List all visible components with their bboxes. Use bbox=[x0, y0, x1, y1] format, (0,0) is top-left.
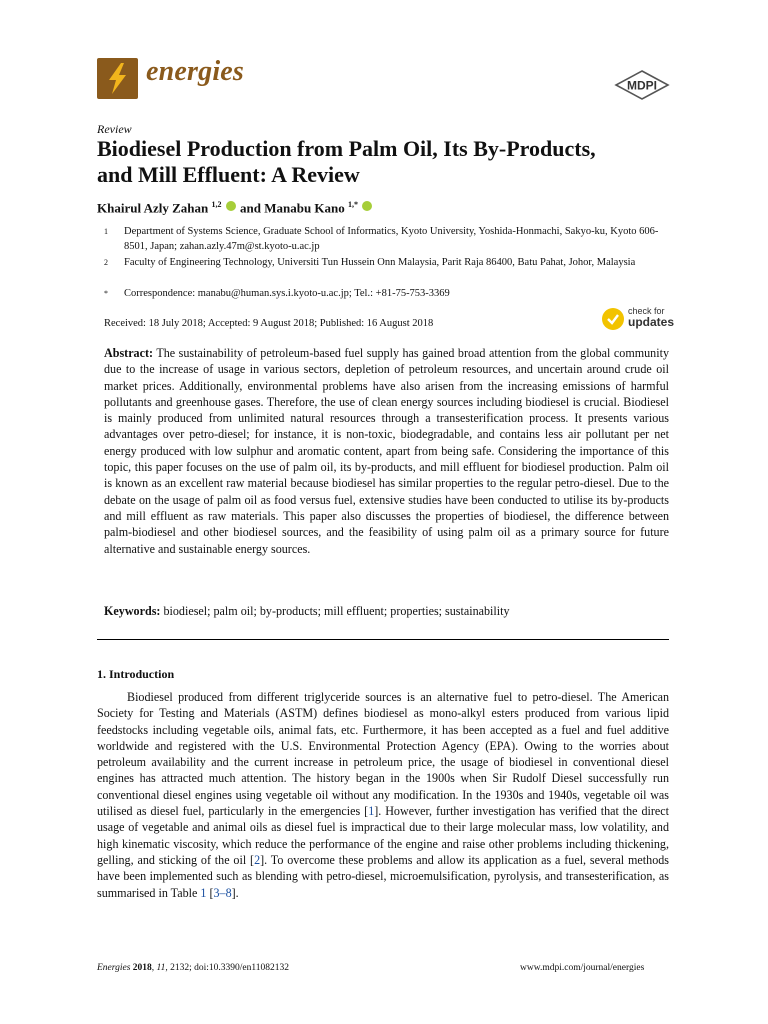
article-title bbox=[97, 136, 697, 188]
table-link[interactable]: 1 bbox=[200, 885, 207, 900]
paragraph-text: ]. bbox=[231, 885, 239, 900]
paragraph-text: ]. To overcome these problems and allow its application as a fuel, several methods have been implemented such as blending with petro-diesel, microemulsification, pyrolysis, and transesterification, as summarised in Table bbox=[97, 852, 669, 900]
check-updates-label: updates bbox=[628, 315, 675, 329]
affiliation-number: 2 bbox=[104, 258, 108, 267]
journal-name: energies bbox=[146, 56, 245, 87]
article-type: Review bbox=[97, 122, 132, 136]
author-separator: and bbox=[240, 200, 261, 216]
check-updates-icon bbox=[602, 308, 624, 330]
footer-volume: 11 bbox=[156, 963, 166, 973]
author-affiliation-mark: 1,2 bbox=[211, 200, 222, 209]
lightning-icon bbox=[97, 58, 138, 99]
keywords bbox=[104, 604, 669, 619]
footer-journal: Energies bbox=[97, 963, 131, 973]
publication-dates: Received: 18 July 2018; Accepted: 9 August 2018; Published: 16 August 2018 bbox=[104, 318, 434, 329]
publisher-name: MDPI bbox=[627, 78, 657, 93]
citation-link[interactable]: 2 bbox=[254, 852, 261, 867]
abstract-text: The sustainability of petroleum-based fuel supply has gained broad attention from the global community due to the increase of usage in various sectors, depletion of petroleum resources, and uncertain around crude oil market prices. Additionally, environmental problems have also arisen from the increasing emissions of harmful pollutants and greenhouse gases. Therefore, the use of clean energy sources including biodiesel is crucial. Biodiesel is mainly produced from unlimited natural resources through a transesterification process. It presents various advantages over petro-diesel; for instance, it is non-toxic, biodegradable, and contains less air pollutant per net energy produced with low sulphur and aromatic content, apart from being safe. Considering the importance of this topic, this paper focuses on the use of palm oil, its by-products, and mill effluent for biodiesel production. Palm oil is known as an excellent raw material because biodiesel has similar properties to the regular petro-diesel. Due to the debate on the usage of palm oil as food versus fuel, extensive studies have been conducted to utilise its by-products and mill effluent as raw materials. This paper also discusses the properties of biodiesel, the difference between palm-biodiesel and other biodiesel sources, and the feasibility of using palm oil as a primary source for future alternative and sustainable energy sources. bbox=[104, 346, 669, 556]
section-divider bbox=[97, 639, 669, 640]
section-heading: 1. Introduction bbox=[97, 667, 175, 681]
paragraph-text: ]. However, further investigation has verified that the direct usage of vegetable and animal oils as diesel fuel is impractical due to their large molecular mass, low volatility, and high kinematic viscosity, which reduce the performance of the engine and raise other problems including thickening, gelling, and sticking of the oil [ bbox=[97, 804, 669, 867]
citation-link[interactable]: 1 bbox=[368, 804, 375, 819]
footer-year: 2018 bbox=[132, 963, 152, 973]
author-list bbox=[97, 200, 373, 216]
footer-citation: Energies 2018, 11, 2132; doi:10.3390/en11082132 bbox=[97, 963, 290, 973]
title-line-1: Biodiesel Production from Palm Oil, Its By-Products, bbox=[97, 136, 596, 161]
affiliation-number: * bbox=[104, 289, 108, 298]
affiliation-number: 1 bbox=[104, 227, 108, 236]
affiliation-text: Faculty of Engineering Technology, Universiti Tun Hussein Onn Malaysia, Parit Raja 86400, Batu Pahat, Johor, Malaysia bbox=[124, 257, 636, 268]
author-name: Khairul Azly Zahan bbox=[97, 200, 209, 216]
paragraph-text: [ bbox=[206, 885, 214, 900]
citation-link[interactable]: 3–8 bbox=[213, 885, 232, 900]
introduction-paragraph bbox=[97, 689, 669, 901]
orcid-icon[interactable] bbox=[362, 201, 372, 211]
journal-logo bbox=[97, 58, 138, 99]
paragraph-text: Biodiesel produced from different triglyceride sources is an alternative fuel to petro-diesel. The American Society for Testing and Materials (ASTM) defines biodiesel as mono-alkyl esters produced from various lipid feedstocks including vegetable oils, animal fats, etc. Furthermore, it has been accepted as a fuel and fuel additive worldwide and registered with the U.S. Environmental Protection Agency (EPA). Owing to the worries about petroleum availability and the current increase in petroleum price, the usage of biodiesel in conventional diesel engines has attracted much attention. The history began in the 1900s when Sir Rudolf Diesel successfully run conventional diesel engines using vegetable oil without any modification. In the 1930s and 1940s, vegetable oil was utilised as diesel fuel, particularly in the emergencies [ bbox=[97, 690, 669, 819]
title-line-2: and Mill Effluent: A Review bbox=[97, 162, 360, 187]
keywords-label: Keywords: bbox=[104, 604, 161, 618]
abstract bbox=[104, 345, 669, 557]
publisher-logo bbox=[614, 70, 670, 105]
check-for-updates-badge[interactable] bbox=[602, 306, 674, 332]
keywords-text: biodiesel; palm oil; by-products; mill effluent; properties; sustainability bbox=[163, 604, 510, 618]
abstract-label: Abstract: bbox=[104, 346, 154, 360]
affiliation-text: Correspondence: manabu@human.sys.i.kyoto-u.ac.jp; Tel.: +81-75-753-3369 bbox=[124, 288, 450, 299]
footer-url[interactable]: www.mdpi.com/journal/energies bbox=[520, 963, 645, 973]
author-affiliation-mark: 1,* bbox=[348, 200, 359, 209]
affiliation-text: Department of Systems Science, Graduate School of Informatics, Kyoto University, Yoshida-Honmachi, Sakyo-ku, Kyoto 606-8501, Japan; zahan.azly.47m@st.kyoto-u.ac.jp bbox=[124, 226, 659, 252]
orcid-icon[interactable] bbox=[226, 201, 236, 211]
footer-doi: , 2132; doi:10.3390/en11082132 bbox=[165, 963, 290, 973]
check-updates-text: check for bbox=[628, 306, 665, 316]
author-name: Manabu Kano bbox=[264, 200, 345, 216]
